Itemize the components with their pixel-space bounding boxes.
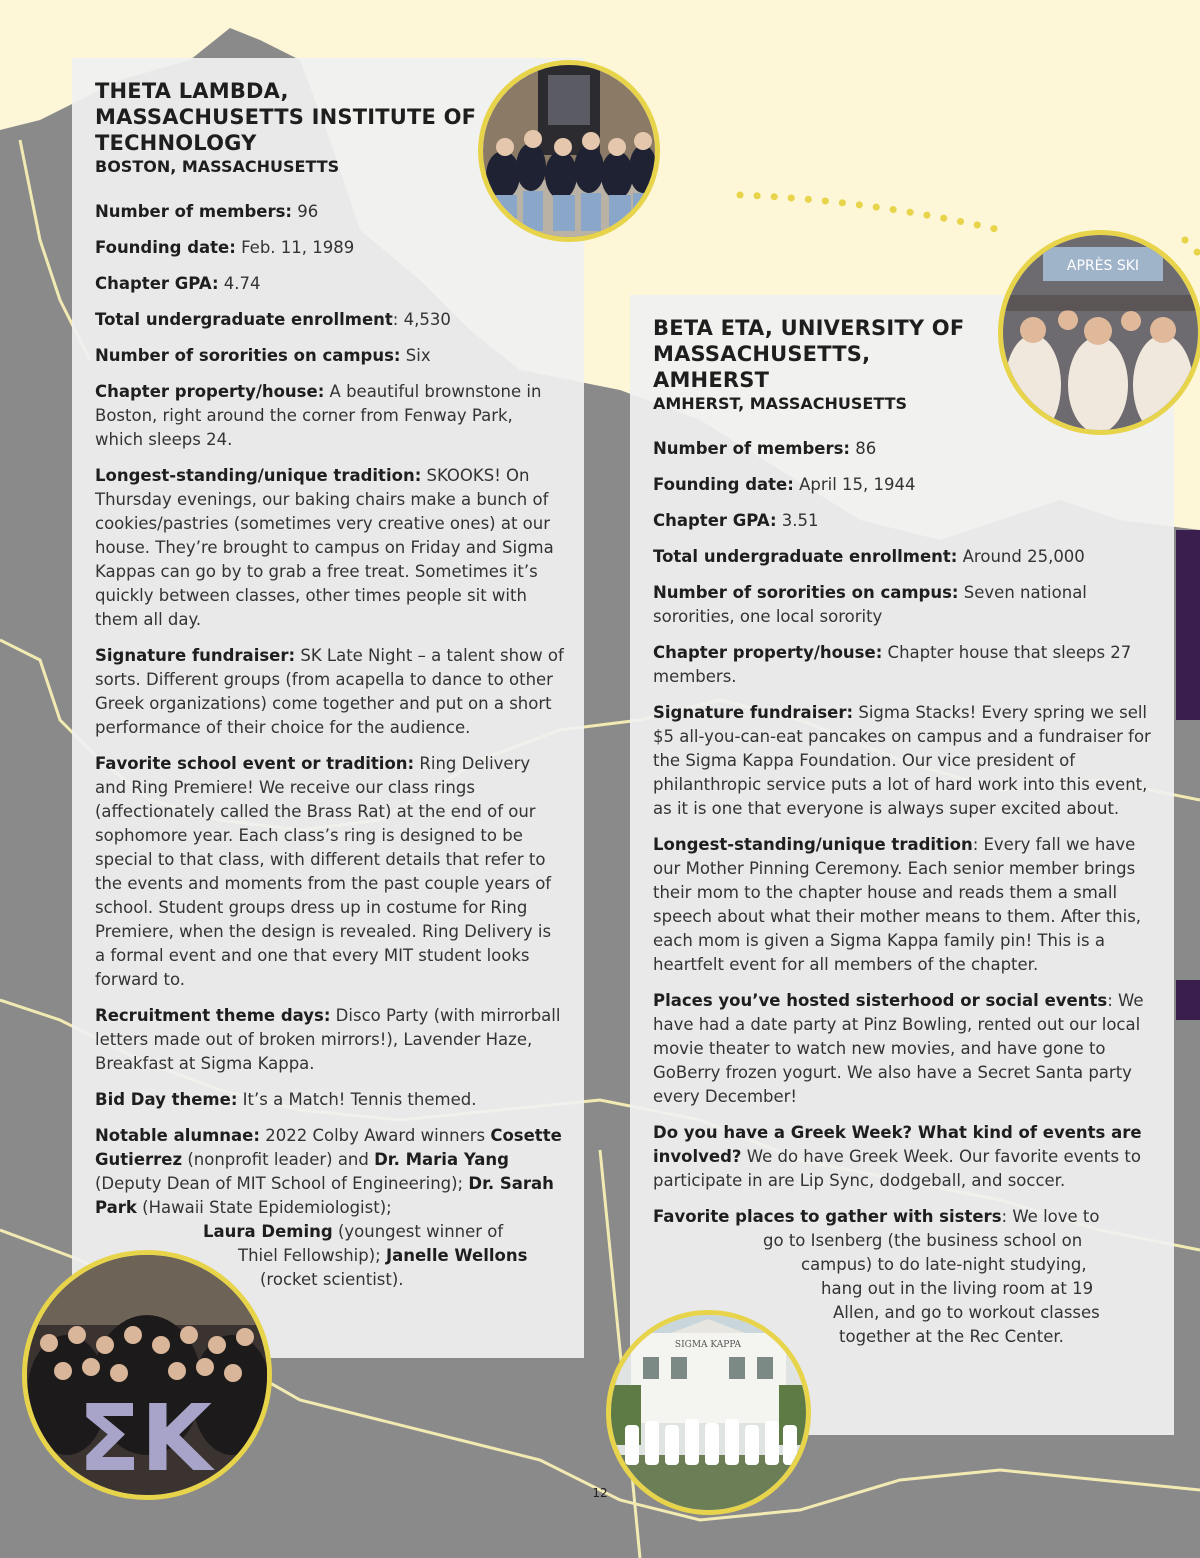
fact-label: Total undergraduate enrollment xyxy=(95,310,393,329)
house-sign: SIGMA KAPPA xyxy=(674,1340,742,1350)
fact-label: Founding date: xyxy=(95,238,236,257)
fact-value: Seven national sororities, one local sorority xyxy=(653,583,1087,626)
fact-item xyxy=(95,752,564,992)
fact-item xyxy=(653,581,1154,629)
alumna-name: Janelle Wellons xyxy=(385,1246,528,1265)
fact-label: Number of members: xyxy=(95,202,293,221)
fact-text: (rocket scientist). xyxy=(260,1270,404,1289)
fact-item xyxy=(95,380,564,452)
fact-label: Chapter property/house: xyxy=(95,382,325,401)
fact-item xyxy=(95,308,564,332)
fact-value: : 4,530 xyxy=(392,310,451,329)
fact-text: (nonprofit leader) and xyxy=(182,1150,375,1169)
fact-item xyxy=(95,344,564,368)
alumna-name: Cosette Gutierrez xyxy=(95,1126,562,1169)
chapter-card-theta-lambda xyxy=(72,58,584,1358)
fact-list xyxy=(95,200,564,1112)
fact-value: April 15, 1944 xyxy=(793,475,916,494)
fact-value: Six xyxy=(400,346,431,365)
fact-label: Chapter property/house: xyxy=(653,643,883,662)
page-number: 12 xyxy=(592,1486,608,1500)
fact-label: Favorite school event or tradition: xyxy=(95,754,415,773)
fact-label: Bid Day theme: xyxy=(95,1090,238,1109)
fact-value: Disco Party (with mirrorball letters made out of broken mirrors!), Lavender Haze, Breakfast at Sigma Kappa. xyxy=(95,1006,561,1073)
fact-label: Notable alumnae: xyxy=(95,1126,260,1145)
fact-item xyxy=(653,1121,1154,1193)
alumna-name: Dr. Sarah Park xyxy=(95,1174,554,1217)
fact-value: A beautiful brownstone in Boston, right around the corner from Fenway Park, which sleeps 24. xyxy=(95,382,542,449)
fact-text: : We love to xyxy=(1001,1207,1100,1226)
fact-value: SKOOKS! On Thursday evenings, our baking chairs make a bunch of cookies/pastries (sometimes very creative ones) at our house. They’re brought to campus on Friday and Sigma Kappas can go by to grab a free treat. Sometimes it’s quickly between classes, other times people sit with them all day. xyxy=(95,466,554,629)
fact-value: Chapter house that sleeps 27 members. xyxy=(653,643,1132,686)
fact-value: Around 25,000 xyxy=(957,547,1085,566)
fact-label: Total undergraduate enrollment: xyxy=(653,547,958,566)
sigma-kappa-letters-prop: ΣK xyxy=(77,1385,213,1492)
photo-apres-ski-party xyxy=(998,230,1200,435)
apres-ski-sign: APRÈS SKI xyxy=(1066,258,1140,274)
fact-text: hang out in the living room at 19 xyxy=(821,1279,1094,1298)
fact-item xyxy=(653,509,1154,533)
fact-label: Signature fundraiser: xyxy=(653,703,854,722)
fact-value: SK Late Night – a talent show of sorts. Different groups (from acapella to dance to other Greek organizations) come together and put on a short performance of their choice for the audience. xyxy=(95,646,564,737)
fact-value: : Every fall we have our Mother Pinning Ceremony. Each senior member brings their mom to the chapter house and reads them a small speech about what their mother means to them. After this, each mom is given a Sigma Kappa family pin! This is a heartfelt event for all members of the chapter. xyxy=(653,835,1142,974)
fact-item xyxy=(653,989,1154,1109)
fact-item xyxy=(95,272,564,296)
alumna-name: Laura Deming xyxy=(203,1222,333,1241)
fact-text: Thiel Fellowship); xyxy=(238,1246,386,1265)
fact-value: 96 xyxy=(292,202,319,221)
fact-text: go to Isenberg (the business school on xyxy=(763,1231,1083,1250)
fact-value: Ring Delivery and Ring Premiere! We receive our class rings (affectionately called the Brass Rat) at the end of our sophomore year. Each class’s ring is designed to be special to that class, with different details that refer to the events and moments from the past couple years of school. Student groups dress up in costume for Ring Premiere, when the design is revealed. Ring Delivery is a formal event and one that every MIT student looks forward to. xyxy=(95,754,552,989)
photo-sigma-kappa-letters xyxy=(22,1250,272,1500)
fact-value: It’s a Match! Tennis themed. xyxy=(237,1090,477,1109)
fact-item xyxy=(95,464,564,632)
fact-label: Number of sororities on campus: xyxy=(95,346,401,365)
fact-label: Longest-standing/unique tradition xyxy=(653,835,973,854)
fact-item xyxy=(95,1004,564,1076)
fact-value: Sigma Stacks! Every spring we sell $5 all-you-can-eat pancakes on campus and a fundraiser for the Sigma Kappa Foundation. Our vice president of philanthropic service puts a lot of hard work into this event, as it is one that everyone is always super excited about. xyxy=(653,703,1151,818)
fact-label: Places you’ve hosted sisterhood or social events xyxy=(653,991,1108,1010)
fact-value: 4.74 xyxy=(218,274,261,293)
fact-label: Do you have a Greek Week? What kind of events are involved? xyxy=(653,1123,1142,1166)
fact-label: Recruitment theme days: xyxy=(95,1006,331,1025)
fact-label: Founding date: xyxy=(653,475,794,494)
fact-item xyxy=(95,200,564,224)
fact-item xyxy=(653,833,1154,977)
fact-item xyxy=(653,545,1154,569)
fact-item xyxy=(95,1088,564,1112)
fact-value: : We have had a date party at Pinz Bowling, rented out our local movie theater to watch new movies, and have gone to GoBerry frozen yogurt. We also have a Secret Santa party every December! xyxy=(653,991,1144,1106)
fact-text: Allen, and go to workout classes xyxy=(833,1303,1100,1322)
fact-value: 3.51 xyxy=(776,511,819,530)
photo-umass-chapter-house xyxy=(606,1310,811,1515)
fact-label: Chapter GPA: xyxy=(95,274,219,293)
fact-text: 2022 Colby Award winners xyxy=(259,1126,491,1145)
fact-text: (youngest winner of xyxy=(332,1222,504,1241)
fact-value: We do have Greek Week. Our favorite events to participate in are Lip Sync, dodgeball, and soccer. xyxy=(653,1147,1141,1190)
fact-item xyxy=(95,644,564,740)
fact-item xyxy=(653,473,1154,497)
fact-label: Number of members: xyxy=(653,439,851,458)
fact-list xyxy=(653,437,1154,1193)
fact-text: (Deputy Dean of MIT School of Engineering); xyxy=(95,1174,469,1193)
fact-label: Favorite places to gather with sisters xyxy=(653,1207,1002,1226)
alumna-name: Dr. Maria Yang xyxy=(374,1150,509,1169)
fact-value: 86 xyxy=(850,439,877,458)
fact-text: (Hawaii State Epidemiologist); xyxy=(136,1198,392,1217)
chapter-title: BETA ETA, UNIVERSITY OF MASSACHUSETTS, AMHERST xyxy=(653,316,965,392)
fact-text: campus) to do late-night studying, xyxy=(801,1255,1087,1274)
fact-label: Number of sororities on campus: xyxy=(653,583,959,602)
fact-item xyxy=(95,236,564,260)
chapter-card-beta-eta xyxy=(630,295,1174,1435)
chapter-title: THETA LAMBDA, MASSACHUSETTS INSTITUTE OF TECHNOLOGY xyxy=(95,79,477,155)
fact-item xyxy=(653,437,1154,461)
chapter-location: AMHERST, MASSACHUSETTS xyxy=(653,394,908,413)
fact-label: Chapter GPA: xyxy=(653,511,777,530)
fact-label: Signature fundraiser: xyxy=(95,646,296,665)
fact-item xyxy=(653,641,1154,689)
fact-text: together at the Rec Center. xyxy=(839,1327,1064,1346)
fact-value: Feb. 11, 1989 xyxy=(235,238,355,257)
photo-mit-sisters xyxy=(478,60,660,242)
chapter-location: BOSTON, MASSACHUSETTS xyxy=(95,157,340,176)
fact-label: Longest-standing/unique tradition: xyxy=(95,466,422,485)
fact-item xyxy=(653,701,1154,821)
